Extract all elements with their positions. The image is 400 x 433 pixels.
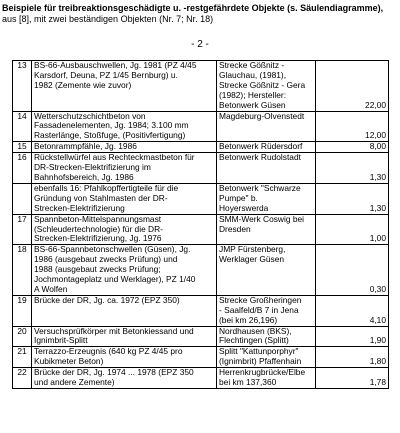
- description-line: Bahnhofsbereich, Jg. 1986: [34, 171, 134, 182]
- description-line: 1986 (ausgebaut zwecks Prüfung) und: [34, 254, 178, 265]
- object-description: [32, 153, 217, 184]
- object-value: 22,00: [316, 61, 389, 112]
- object-location: [217, 183, 316, 214]
- location-line: Dresden: [219, 223, 251, 234]
- description-line: Ignimbrit-Splitt: [34, 335, 88, 346]
- location-line: Strecke Gößnitz -: [219, 60, 285, 70]
- row-number: 22: [13, 368, 32, 389]
- description-line: und andere Zemente): [34, 377, 115, 388]
- object-value: 4,10: [316, 295, 389, 326]
- object-location: [217, 111, 316, 142]
- description-line: Wetterschutzschichtbeton von: [34, 111, 146, 121]
- object-description: [32, 295, 217, 326]
- object-value: 12,00: [316, 111, 389, 142]
- object-location: [217, 245, 316, 296]
- location-line: Betonwerk "Schwarze: [219, 183, 301, 193]
- location-line: Herrenkrugbrücke/Elbe: [219, 367, 306, 378]
- table-row: [13, 295, 389, 326]
- description-line: Rasterlänge, Stoßfuge, (Positivfertigung): [34, 130, 186, 141]
- caption: [2, 3, 398, 25]
- location-line: Werklager Güsen: [219, 254, 285, 265]
- object-description: [32, 326, 217, 347]
- table-row: [13, 61, 389, 112]
- object-description: [32, 61, 217, 112]
- description-line: Terrazzo-Erzeugnis (640 kg PZ 4/45 pro: [34, 346, 183, 357]
- row-number: 16: [13, 153, 32, 184]
- row-number: 15: [13, 142, 32, 153]
- row-number: 21: [13, 347, 32, 368]
- row-number: [13, 183, 32, 214]
- caption-rest: aus [8], mit zwei beständigen Objekten (Nr. 7; Nr. 18): [2, 14, 214, 24]
- object-location: [217, 61, 316, 112]
- table-row: [13, 183, 389, 214]
- table-row: [13, 245, 389, 296]
- description-line: Versuchsprüfkörper mit Betonkiessand und: [34, 326, 194, 336]
- object-description: [32, 142, 217, 153]
- object-description: [32, 214, 217, 245]
- object-description: [32, 368, 217, 389]
- description-line: DR-Strecken-Elektrifizierung im: [34, 162, 151, 173]
- object-location: [217, 142, 316, 153]
- description-line: Jochmontageplatz und Werklager), PZ 1/40: [34, 274, 196, 285]
- location-line: - Saalfeld/B 7 in Jena: [219, 304, 299, 315]
- object-location: [217, 295, 316, 326]
- table-row: [13, 347, 389, 368]
- location-line: Hoyerswerda: [219, 202, 269, 213]
- object-location: [217, 368, 316, 389]
- location-line: Strecke Gößnitz - Gera: [219, 79, 306, 90]
- object-location: [217, 347, 316, 368]
- location-line: Flechtingen (Splitt): [219, 335, 289, 346]
- location-line: Pumpe" b.: [219, 192, 258, 203]
- description-line: (Schleudertechnologie) für die DR-: [34, 223, 163, 234]
- description-line: Spannbeton-Mittelspannungsmast: [34, 214, 162, 224]
- table-row: [13, 368, 389, 389]
- table-row: [13, 142, 389, 153]
- location-line: Strecke Großheringen: [219, 295, 302, 305]
- object-description: [32, 347, 217, 368]
- object-description: [32, 111, 217, 142]
- description-line: Rückstellwürfel aus Rechteckmastbeton für: [34, 152, 195, 163]
- description-line: Gründung von Stahlmasten der DR-: [34, 192, 168, 203]
- description-line: ebenfalls 16: Pfahlkopffertigteile für die: [34, 183, 179, 193]
- description-line: Fassadenelementen, Jg. 1984; 3.100 mm: [34, 120, 189, 131]
- location-line: Nordhausen (BKS),: [219, 326, 292, 336]
- row-number: 13: [13, 61, 32, 112]
- location-line: SMM-Werk Coswig bei: [219, 214, 305, 224]
- location-line: (1982); Hersteller:: [219, 89, 287, 100]
- object-description: [32, 245, 217, 296]
- page-number: - 2 -: [191, 39, 209, 50]
- row-number: 18: [13, 245, 32, 296]
- row-number: 14: [13, 111, 32, 142]
- table-row: [13, 153, 389, 184]
- row-number: 19: [13, 295, 32, 326]
- description-line: Strecken-Elektrifizierung, Jg. 1976: [34, 233, 162, 244]
- row-number: 20: [13, 326, 32, 347]
- object-value: 1,30: [316, 153, 389, 184]
- object-value: 1,30: [316, 183, 389, 214]
- object-value: 0,30: [316, 245, 389, 296]
- objects-table: [12, 60, 389, 389]
- row-number: 17: [13, 214, 32, 245]
- location-line: Betonwerk Rüdersdorf: [219, 141, 303, 152]
- object-value: 1,00: [316, 214, 389, 245]
- description-line: BS-66-Ausbauschwellen, Jg. 1981 (PZ 4/45: [34, 60, 197, 70]
- location-line: JMP Fürstenberg,: [219, 244, 286, 255]
- object-location: [217, 214, 316, 245]
- location-line: Betonwerk Rudolstadt: [219, 152, 301, 163]
- object-location: [217, 326, 316, 347]
- location-line: Magdeburg-Olvenstedt: [219, 111, 305, 121]
- description-line: 1982 (Zemente wie zuvor): [34, 79, 132, 90]
- description-line: BS-66-Spannbetonschwellen (Güsen), Jg.: [34, 244, 191, 255]
- location-line: (bei km 26,196): [219, 314, 278, 325]
- location-line: Glauchau, (1981),: [219, 69, 287, 80]
- object-value: 1,90: [316, 326, 389, 347]
- object-value: 1,78: [316, 368, 389, 389]
- description-line: Strecken-Elektrifizierung: [34, 202, 125, 213]
- description-line: Kubikmeter Beton): [34, 356, 104, 367]
- object-value: 1,80: [316, 347, 389, 368]
- location-line: Betonwerk Güsen: [219, 99, 286, 110]
- table-row: [13, 326, 389, 347]
- object-value: 8,00: [316, 142, 389, 153]
- description-line: Karsdorf, Deuna, PZ 1/45 Bernburg) u.: [34, 69, 178, 80]
- description-line: Brücke der DR, Jg. ca. 1972 (EPZ 350): [34, 295, 180, 305]
- caption-bold: Beispiele für treibreaktionsgeschädigte u. -restgefährdete Objekte (s. Säulendiagramme),: [2, 3, 384, 13]
- location-line: (Ignimbrit) Pfaffenhain: [219, 356, 302, 367]
- object-description: [32, 183, 217, 214]
- table-row: [13, 111, 389, 142]
- table-row: [13, 214, 389, 245]
- description-line: Betonrammpfähle, Jg. 1986: [34, 141, 137, 152]
- description-line: Brücke der DR, Jg. 1974 ... 1978 (EPZ 350: [34, 367, 194, 378]
- description-line: A Wolfen: [34, 283, 68, 294]
- location-line: Splitt "Kattunporphyr": [219, 346, 299, 357]
- location-line: bei km 137,360: [219, 377, 277, 388]
- object-location: [217, 153, 316, 184]
- description-line: 1988 (ausgebaut zwecks Prüfung;: [34, 264, 161, 275]
